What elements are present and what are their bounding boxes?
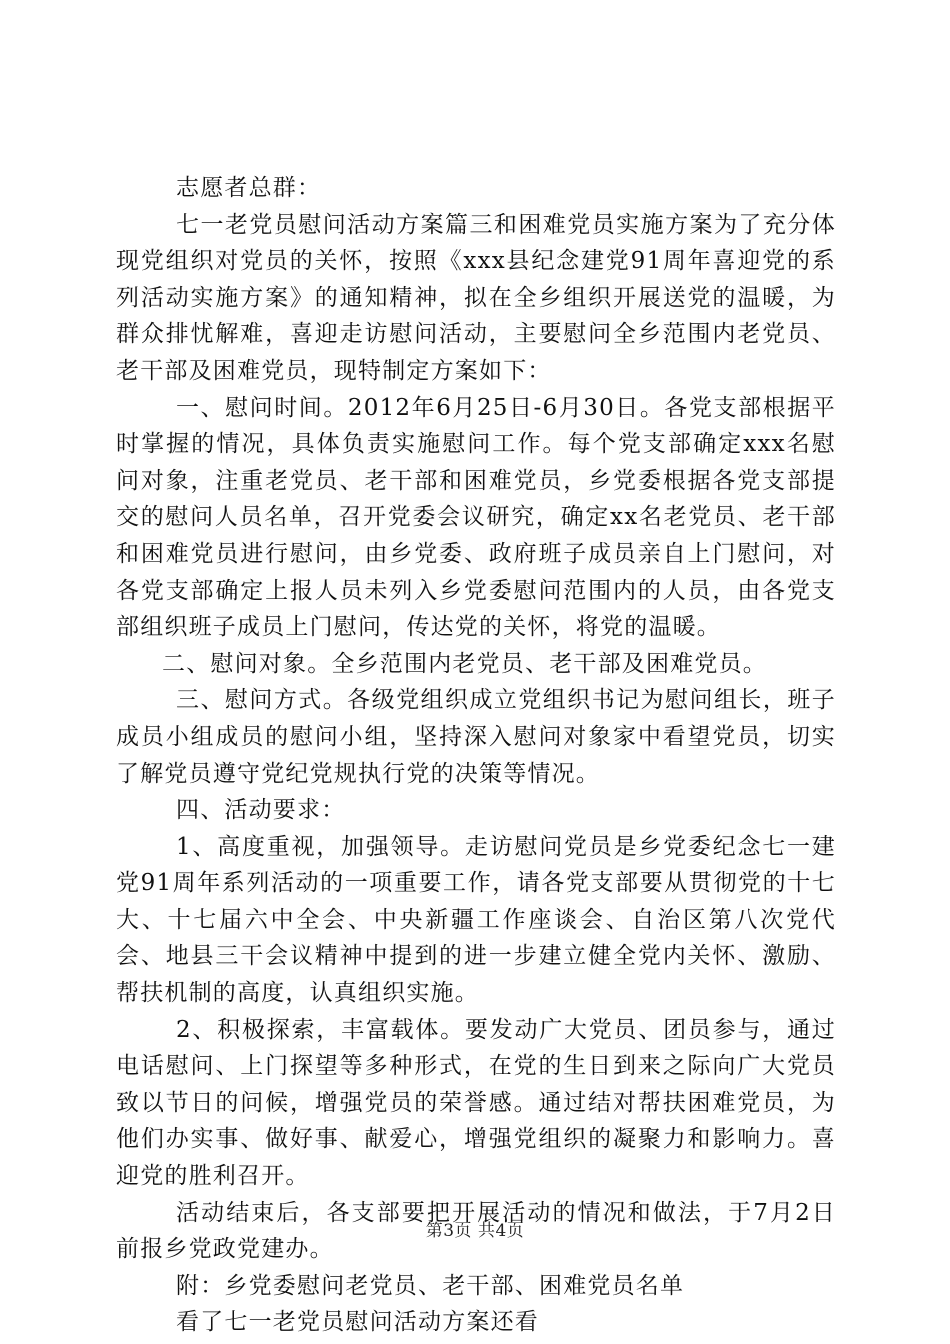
paragraph-section-4-requirements: 四、活动要求： bbox=[176, 797, 346, 824]
paragraph-salutation: 志愿者总群： bbox=[176, 175, 322, 201]
paragraph-closing: 活动结束后，各支部要把开展活动的情况和做法，于7月2日前报乡党政党建办。 bbox=[116, 1199, 836, 1263]
paragraph-section-2-targets: 二、慰问对象。全乡范围内老党员、老干部及困难党员。 bbox=[162, 650, 767, 677]
paragraph-requirement-2: 2、积极探索，丰富载体。要发动广大党员、团员参与，通过电话慰问、上门探望等多种形式，在党的生日到来之际向广大党员致以节日的问候，增强党员的荣誉感。通过结对帮扶困难党员，为他们办实事、做好事、献爱心，增强党组织的凝聚力和影响力。喜迎党的胜利召开。 bbox=[116, 1016, 836, 1190]
document-body bbox=[116, 170, 836, 1341]
paragraph-requirement-1: 1、高度重视，加强领导。走访慰问党员是乡党委纪念七一建党91周年系列活动的一项重要工作，请各党支部要从贯彻党的十七大、十七届六中全会、中央新疆工作座谈会、自治区第八次党代会、地县三干会议精神中提到的进一步建立健全党内关怀、激励、帮扶机制的高度，认真组织实施。 bbox=[116, 833, 836, 1007]
paragraph-attachment: 附：乡党委慰问老党员、老干部、困难党员名单 bbox=[176, 1272, 685, 1299]
paragraph-section-3-method: 三、慰问方式。各级党组织成立党组织书记为慰问组长，班子成员小组成员的慰问小组，坚持深入慰问对象家中看望党员，切实了解党员遵守党纪党规执行党的决策等情况。 bbox=[116, 687, 836, 787]
paragraph-section-1-time: 一、慰问时间。2012年6月25日-6月30日。各党支部根据平时掌握的情况，具体负责实施慰问工作。每个党支部确定xxx名慰问对象，注重老党员、老干部和困难党员，乡党委根据各党支部提交的慰问人员名单，召开党委会议研究，确定xx名老党员、老干部和困难党员进行慰问，由乡党委、政府班子成员亲自上门慰问，对各党支部确定上报人员未列入乡党委慰问范围内的人员，由各党支部组织班子成员上门慰问，传达党的关怀，将党的温暖。 bbox=[116, 394, 836, 641]
page-footer: 第3页 共4页 bbox=[425, 1221, 525, 1241]
paragraph-see-also: 看了七一老党员慰问活动方案还看 bbox=[176, 1309, 539, 1336]
paragraph-intro: 七一老党员慰问活动方案篇三和困难党员实施方案为了充分体现党组织对党员的关怀，按照《xxx县纪念建党91周年喜迎党的系列活动实施方案》的通知精神，拟在全乡组织开展送党的温暖，为群众排忧解难，喜迎走访慰问活动，主要慰问全乡范围内老党员、老干部及困难党员，现特制定方案如下： bbox=[116, 211, 836, 384]
